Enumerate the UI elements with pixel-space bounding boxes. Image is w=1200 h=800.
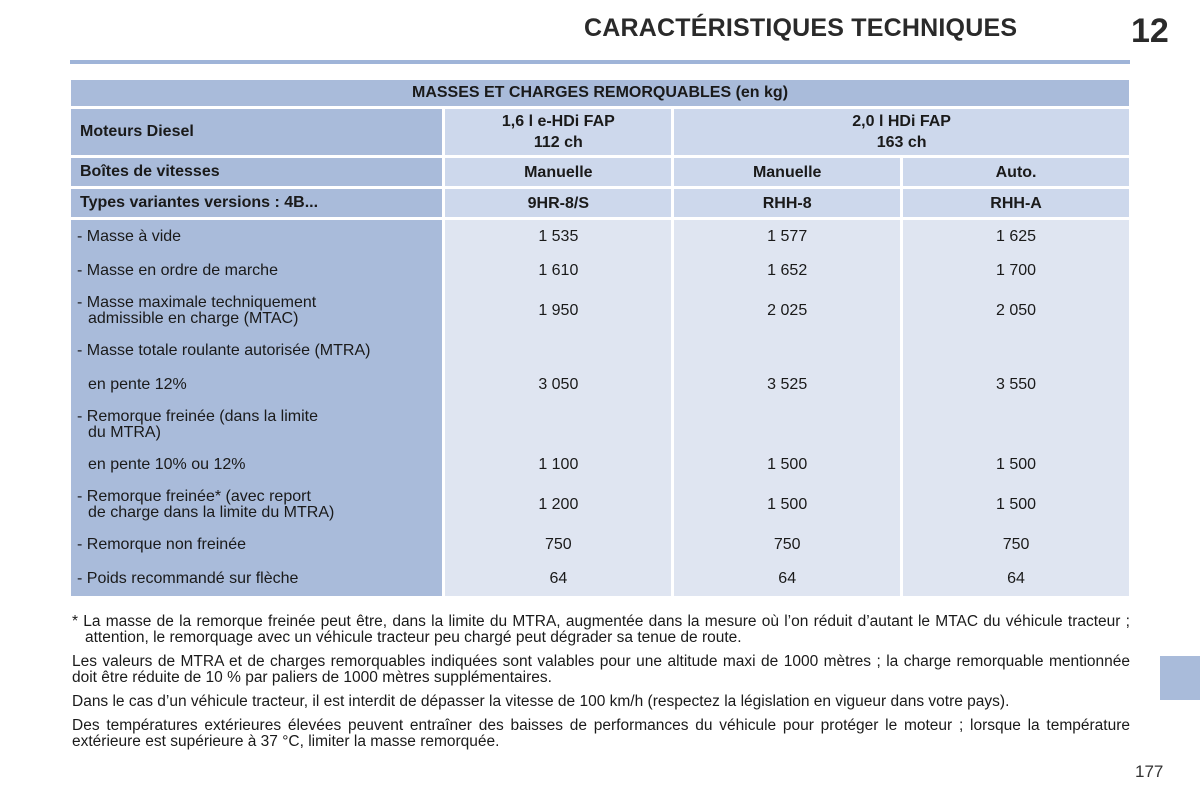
value-cell: 750 — [544, 536, 572, 553]
variant-cell: RHH-8 — [674, 189, 900, 217]
value-cell: 1 500 — [996, 456, 1037, 473]
value-cell: 3 050 — [538, 376, 579, 393]
value-cell: 64 — [549, 570, 568, 587]
note-paragraph: Des températures extérieures élevées peuvent entraîner des baisses de performances du véhicule pour protéger le moteur ; lorsque la température extérieure est supérieure à 37 °C, limiter la masse remorquée. — [72, 717, 1130, 750]
value-cell: 1 535 — [538, 228, 579, 245]
notes-section — [72, 614, 1130, 758]
table-title: MASSES ET CHARGES REMORQUABLES (en kg) — [71, 80, 1129, 106]
value-cell: 1 652 — [767, 262, 808, 279]
gearbox-label: Boîtes de vitesses — [71, 158, 442, 186]
value-cell — [445, 402, 671, 448]
variants-label: Types variantes versions : 4B... — [71, 189, 442, 217]
note-paragraph: Dans le cas d’un véhicule tracteur, il est interdit de dépasser la vitesse de 100 km/h (respectez la législation en vigueur dans votre pays). — [72, 693, 1010, 710]
value-cell: 3 550 — [996, 376, 1037, 393]
value-cell — [674, 334, 900, 368]
value-cell: 1 500 — [996, 496, 1037, 513]
value-cell: 1 950 — [538, 302, 579, 319]
row-label: - Masse totale roulante autorisée (MTRA) — [77, 342, 371, 359]
value-cell — [903, 334, 1129, 368]
page-number: 177 — [1135, 762, 1164, 781]
row-label: en pente 10% ou 12% — [88, 456, 246, 473]
row-label: - Poids recommandé sur flèche — [77, 570, 299, 587]
footnote: * La masse de la remorque freinée peut être, dans la limite du MTRA, augmentée dans la mesure où l’on réduit d’autant le MTAC du véhicule tracteur ; attention, le remorquage avec un véhicule tracteur peu chargé peut dégrader sa tenue de route. — [72, 613, 1130, 646]
row-labels-column — [71, 220, 442, 596]
gearbox-cell: Manuelle — [674, 158, 900, 186]
engine-2-power: 163 ch — [876, 134, 927, 151]
chapter-number: 12 — [1131, 12, 1169, 50]
row-label: - Remorque freinée (dans la limite du MTRA) — [77, 408, 318, 441]
value-cell — [674, 402, 900, 448]
note-paragraph: Les valeurs de MTRA et de charges remorquables indiquées sont valables pour une altitude maxi de 1000 mètres ; la charge remorquable mentionnée doit être réduite de 10 % par paliers de 1000 mètres supplémentaires. — [72, 653, 1130, 686]
values-column-1 — [445, 220, 671, 596]
variant-cell: 9HR-8/S — [445, 189, 671, 217]
value-cell: 2 050 — [996, 302, 1037, 319]
engines-label: Moteurs Diesel — [71, 109, 442, 155]
values-column-3 — [903, 220, 1129, 596]
row-label: - Masse maximale techniquement admissible en charge (MTAC) — [77, 294, 317, 327]
gearbox-cell: Auto. — [903, 158, 1129, 186]
value-cell: 64 — [1007, 570, 1025, 587]
variant-cell: RHH-A — [903, 189, 1129, 217]
value-cell: 1 100 — [538, 456, 579, 473]
engine-1-name: 1,6 l e-HDi FAP — [501, 113, 615, 130]
value-cell: 1 610 — [538, 262, 579, 279]
value-cell: 3 525 — [767, 376, 808, 393]
value-cell: 750 — [773, 536, 801, 553]
value-cell: 1 625 — [996, 228, 1037, 245]
row-label: - Remorque freinée* (avec report de charge dans la limite du MTRA) — [77, 488, 335, 521]
value-cell — [903, 402, 1129, 448]
value-cell: 64 — [778, 570, 797, 587]
values-column-2 — [674, 220, 900, 596]
header-rule — [70, 60, 1130, 64]
value-cell: 1 500 — [767, 496, 808, 513]
masses-table — [70, 79, 1130, 605]
engine-1-header — [445, 109, 671, 155]
value-cell: 1 577 — [767, 228, 808, 245]
row-label: - Masse à vide — [77, 228, 182, 245]
engine-2-header — [674, 109, 1129, 155]
chapter-side-tab — [1160, 656, 1200, 700]
row-label: - Masse en ordre de marche — [77, 262, 278, 279]
row-label: en pente 12% — [88, 376, 187, 393]
value-cell — [445, 334, 671, 368]
row-label: - Remorque non freinée — [77, 536, 246, 553]
value-cell: 750 — [1002, 536, 1030, 553]
gearbox-cell: Manuelle — [445, 158, 671, 186]
engine-2-name: 2,0 l HDi FAP — [852, 113, 951, 130]
value-cell: 1 500 — [767, 456, 808, 473]
value-cell: 1 700 — [996, 262, 1037, 279]
value-cell: 2 025 — [767, 302, 808, 319]
page-title: CARACTÉRISTIQUES TECHNIQUES — [584, 14, 1018, 42]
value-cell: 1 200 — [538, 496, 579, 513]
engine-1-power: 112 ch — [533, 134, 583, 151]
